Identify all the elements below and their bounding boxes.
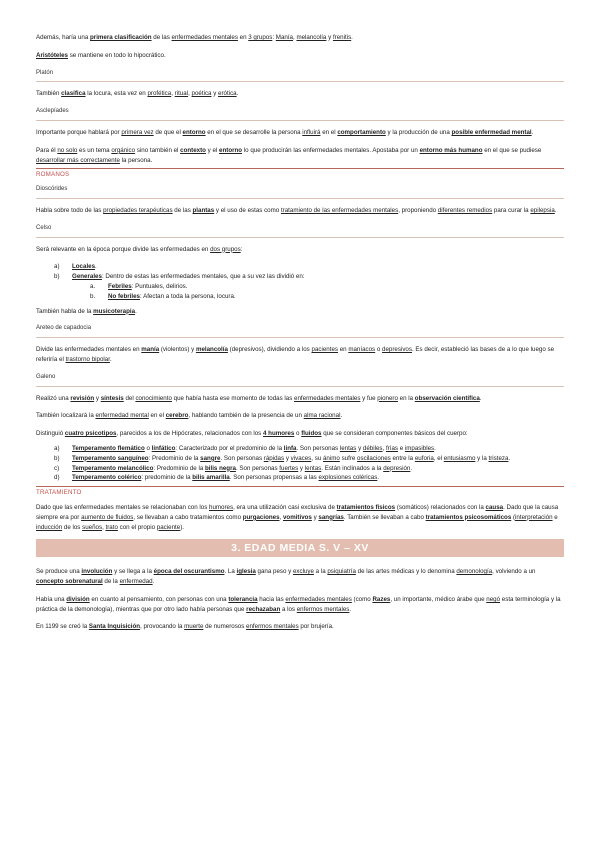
spacer bbox=[36, 99, 564, 107]
emphasis-term: sangrías bbox=[318, 513, 344, 521]
spacer bbox=[36, 138, 564, 146]
underlined-term: desarrollar más correctamente bbox=[36, 156, 120, 164]
underlined-term: enfermedad mental bbox=[95, 412, 149, 420]
section-divider bbox=[36, 168, 564, 169]
spacer bbox=[36, 254, 564, 262]
text-run: : Puntuales, delirios. bbox=[131, 282, 188, 290]
underlined-term: negó bbox=[486, 595, 501, 603]
text-run: en el bbox=[320, 128, 338, 136]
emphasis-term: Temperamento sanguíneo bbox=[72, 454, 149, 462]
text-run: por brujería. bbox=[298, 623, 334, 631]
underlined-term: maníacos bbox=[348, 346, 376, 354]
underlined-term: tratamiento de las enfermedades mentales bbox=[280, 206, 399, 214]
text-run: . Están inclinados a la bbox=[321, 464, 384, 472]
paragraph bbox=[36, 567, 564, 587]
text-run: . bbox=[554, 206, 557, 214]
emphasis-term: bilis negra bbox=[204, 464, 236, 472]
emphasis-term: Razes bbox=[372, 595, 391, 603]
subheading: Asclepíades bbox=[36, 108, 69, 115]
underlined-term: impasibles bbox=[404, 444, 435, 452]
text-run: (como bbox=[351, 595, 373, 603]
text-run: y bbox=[326, 34, 333, 41]
paragraph bbox=[36, 89, 564, 99]
list-marker: a) bbox=[54, 263, 60, 271]
emphasis-term: posible enfermedad mental bbox=[451, 128, 532, 136]
list-item bbox=[36, 282, 564, 292]
emphasis-term: época del oscurantismo bbox=[153, 568, 225, 576]
emphasis-term: 4 humores bbox=[263, 430, 295, 438]
text-run: de numerosos bbox=[203, 623, 247, 631]
text-run: También localizará la bbox=[36, 412, 96, 420]
text-run: , su bbox=[311, 454, 323, 462]
underlined-term: entusiasmo bbox=[443, 454, 476, 462]
underlined-term: enfermos mentales bbox=[296, 605, 350, 613]
emphasis-term: cerebro bbox=[165, 412, 189, 420]
text-run: . bbox=[340, 412, 343, 420]
text-run: de las artes médicas y lo denomina bbox=[355, 568, 457, 576]
underlined-term: débiles bbox=[362, 444, 383, 452]
emphasis-term: linfático bbox=[151, 444, 176, 452]
text-run: Importante porque hablará por bbox=[36, 128, 122, 136]
text-run: a la bbox=[313, 568, 328, 576]
text-run: sino también el bbox=[135, 146, 181, 154]
emphasis-term: linfa bbox=[283, 444, 297, 452]
text-run: y la bbox=[475, 454, 489, 462]
list-marker: d) bbox=[54, 474, 60, 482]
list-item bbox=[36, 272, 564, 282]
text-run: (somáticos) relacionados con la bbox=[395, 503, 486, 511]
list-marker: b. bbox=[90, 292, 96, 300]
emphasis-term: división bbox=[66, 595, 90, 603]
underlined-term: explosiones coléricas bbox=[318, 474, 378, 482]
emphasis-term: Santa Inquisición bbox=[88, 623, 141, 631]
text-run: se mantiene en todo lo hipocrático. bbox=[67, 51, 166, 59]
list-item bbox=[36, 473, 564, 483]
paragraph bbox=[36, 307, 564, 317]
text-run: o bbox=[294, 430, 302, 438]
divider bbox=[36, 337, 564, 338]
text-run: e bbox=[398, 444, 405, 452]
section-heading: ROMANOS bbox=[36, 171, 70, 179]
spacer bbox=[36, 403, 564, 411]
text-run: y la producción de una bbox=[385, 128, 452, 136]
text-run: a los bbox=[280, 605, 297, 613]
emphasis-term: revisión bbox=[70, 394, 95, 402]
text-run: Será relevante en la época porque divide las enfermedades en bbox=[36, 245, 211, 253]
emphasis-term: bilis amarilla bbox=[192, 474, 230, 482]
text-run: y bbox=[284, 454, 291, 462]
subheading: Celso bbox=[36, 224, 52, 231]
emphasis-term: causa bbox=[485, 503, 504, 511]
subheading: Galeno bbox=[36, 373, 56, 380]
underlined-term: ritual bbox=[174, 90, 189, 98]
paragraph bbox=[36, 503, 564, 532]
text-run: . Son personas bbox=[296, 444, 340, 452]
spacer bbox=[36, 365, 564, 373]
underlined-term: fuertes bbox=[279, 464, 299, 472]
text-run: Para él bbox=[36, 146, 58, 154]
subheading: Areteo de capadocia bbox=[36, 325, 92, 332]
text-run: entre la bbox=[390, 454, 415, 462]
text-run: y el bbox=[205, 146, 220, 154]
text-run: con el propio bbox=[117, 523, 157, 531]
underlined-term: ánimo bbox=[322, 454, 340, 462]
underlined-term: melancolía bbox=[296, 34, 327, 41]
emphasis-term: No febriles bbox=[108, 292, 140, 300]
underlined-term: rápidas bbox=[263, 454, 285, 462]
emphasis-term: fluidos bbox=[301, 430, 322, 438]
emphasis-term: plantas bbox=[192, 206, 215, 214]
paragraph bbox=[36, 394, 564, 404]
list-marker: c) bbox=[54, 464, 60, 472]
underlined-term: enfermedades mentales bbox=[171, 34, 238, 41]
underlined-term: trastorno bipolar bbox=[65, 355, 110, 363]
text-run: . bbox=[377, 474, 380, 482]
text-run: la persona. bbox=[119, 156, 153, 164]
text-run: : bbox=[240, 245, 243, 253]
text-run: de las bbox=[151, 34, 172, 41]
underlined-term: erótica bbox=[218, 90, 237, 98]
text-run: . bbox=[109, 355, 112, 363]
document-page bbox=[36, 33, 564, 632]
emphasis-term: iglesia bbox=[236, 568, 256, 576]
text-run: en la bbox=[397, 394, 415, 402]
text-run: Realizó una bbox=[36, 394, 71, 402]
text-run: , bbox=[188, 90, 192, 98]
underlined-term: paciente bbox=[156, 523, 181, 531]
text-run: hacia las bbox=[257, 595, 286, 603]
paragraph bbox=[36, 206, 564, 216]
text-run: de las bbox=[172, 206, 193, 214]
paragraph bbox=[36, 128, 564, 138]
list-marker: a. bbox=[90, 282, 96, 290]
text-run: : Predominio de la bbox=[148, 454, 201, 462]
text-run: , bbox=[293, 34, 297, 41]
text-run: del bbox=[123, 394, 136, 402]
text-run: También bbox=[36, 90, 62, 98]
text-run: Se produce una bbox=[36, 568, 82, 576]
text-run: o bbox=[375, 346, 383, 354]
underlined-term: excluye bbox=[292, 568, 314, 576]
emphasis-term: concepto sobrenatural bbox=[36, 578, 103, 586]
text-run: . Son personas bbox=[235, 464, 280, 472]
text-run: . Son personas propensas a las bbox=[229, 474, 319, 482]
underlined-term: 3 grupos bbox=[248, 34, 273, 41]
emphasis-term: Temperamento colérico bbox=[72, 474, 142, 482]
underlined-term: frías bbox=[385, 444, 398, 452]
underlined-term: enfermos mentales bbox=[246, 623, 299, 631]
emphasis-term: manía bbox=[141, 346, 160, 354]
subheading: Dioscórides bbox=[36, 186, 68, 193]
underlined-term: oscilaciones bbox=[357, 454, 391, 462]
list-marker: b) bbox=[54, 273, 60, 281]
text-run: . bbox=[508, 454, 511, 462]
emphasis-term: observación científica bbox=[414, 394, 480, 402]
text-run: . bbox=[135, 307, 137, 315]
paragraph bbox=[36, 33, 564, 43]
section-divider bbox=[36, 486, 564, 487]
text-run: y bbox=[211, 90, 219, 98]
underlined-term: vivaces bbox=[290, 454, 312, 462]
emphasis-term: Locales bbox=[72, 263, 96, 271]
text-run: : bbox=[272, 34, 276, 41]
emphasis-term: Temperamento melancólico bbox=[72, 464, 154, 472]
text-run: y bbox=[94, 394, 101, 402]
text-run: de que el bbox=[153, 128, 183, 136]
text-run: , era una utilización casi exclusiva de bbox=[233, 503, 337, 511]
text-run: lo que producirán las enfermedades mentales. Apostaba por un bbox=[242, 146, 420, 154]
text-run: o bbox=[144, 444, 152, 452]
text-run: y fue bbox=[360, 394, 378, 402]
spacer bbox=[36, 216, 564, 224]
emphasis-term: tolerancia bbox=[228, 595, 258, 603]
emphasis-term: entorno más humano bbox=[419, 146, 483, 154]
text-run: la locura, esta vez en bbox=[85, 90, 148, 98]
emphasis-term: entorno bbox=[182, 128, 206, 136]
text-run: , provocando la bbox=[140, 623, 185, 631]
underlined-term: tristeza bbox=[488, 454, 509, 462]
text-run: . bbox=[479, 394, 482, 402]
spacer bbox=[36, 614, 564, 622]
underlined-term: psiquiatría bbox=[327, 568, 356, 576]
text-run: ( bbox=[511, 513, 516, 521]
text-run: . bbox=[95, 263, 97, 271]
underlined-term: orgánico bbox=[111, 146, 136, 154]
emphasis-term: tratamientos físicos bbox=[336, 503, 396, 511]
underlined-term: trato bbox=[105, 523, 118, 531]
underlined-term: depresión bbox=[383, 464, 411, 472]
text-run: . Dado que la causa siempre era por bbox=[36, 503, 559, 521]
emphasis-term: tratamientos psicosomáticos bbox=[425, 513, 512, 521]
emphasis-term: Temperamento flemático bbox=[72, 444, 145, 452]
paragraph bbox=[36, 146, 564, 166]
text-run: esta terminología y la práctica de la demonología), mientras que por otro lado había personas que bbox=[36, 595, 561, 613]
underlined-term: dos grupos bbox=[210, 245, 241, 253]
paragraph bbox=[36, 595, 564, 615]
text-run: en el bbox=[148, 412, 166, 420]
paragraph bbox=[36, 245, 564, 255]
emphasis-term: Generales bbox=[72, 273, 102, 281]
text-run: en cuanto al pensamiento, con personas con una bbox=[89, 595, 229, 603]
underlined-term: inducción bbox=[36, 523, 63, 531]
text-run: y bbox=[298, 464, 305, 472]
subheading: Platón bbox=[36, 69, 54, 76]
underlined-term: alma racional bbox=[303, 412, 341, 420]
divider bbox=[36, 120, 564, 121]
emphasis-term: sangre bbox=[200, 454, 221, 462]
text-run: . También se llevaban a cabo bbox=[343, 513, 426, 521]
underlined-term: interpretación bbox=[515, 513, 553, 521]
text-run: y bbox=[311, 513, 319, 521]
underlined-term: profética bbox=[147, 90, 172, 98]
underlined-term: primera vez bbox=[121, 128, 154, 136]
text-run: , el bbox=[433, 454, 444, 462]
text-run: Dado que las enfermedades mentales se relacionaban con los bbox=[36, 503, 210, 511]
list-item bbox=[36, 444, 564, 454]
emphasis-term: síntesis bbox=[100, 394, 124, 402]
underlined-term: aumento de fluidos bbox=[81, 513, 134, 521]
underlined-term: sueños bbox=[82, 523, 103, 531]
text-run: . bbox=[351, 34, 353, 41]
underlined-term: poética bbox=[191, 90, 212, 98]
text-run: gana peso y bbox=[255, 568, 293, 576]
text-run: de la bbox=[102, 578, 120, 586]
spacer bbox=[36, 587, 564, 595]
paragraph bbox=[36, 345, 564, 365]
underlined-term: influirá bbox=[302, 128, 321, 136]
underlined-term: diferentes remedios bbox=[437, 206, 493, 214]
emphasis-term: purgaciones bbox=[242, 513, 280, 521]
list-marker: a) bbox=[54, 444, 60, 452]
text-run: es un tema bbox=[77, 146, 112, 154]
text-run: . La bbox=[224, 568, 237, 576]
text-run: . Es decir, estableció las bases de a lo que luego se referiría el bbox=[36, 346, 555, 363]
list-item bbox=[36, 292, 564, 302]
text-run: y se llega a la bbox=[112, 568, 154, 576]
text-run: ). bbox=[180, 523, 184, 531]
divider bbox=[36, 81, 564, 82]
underlined-term: propiedades terapéuticas bbox=[103, 206, 173, 214]
underlined-term: pionero bbox=[377, 394, 398, 402]
emphasis-term: clasifica bbox=[61, 90, 86, 98]
text-run: . bbox=[434, 444, 436, 452]
emphasis-term: cuatro psicotipos bbox=[64, 430, 117, 438]
underlined-term: conocimiento bbox=[135, 394, 172, 402]
text-run: : Caracterizado por el predominio de la bbox=[175, 444, 284, 452]
text-run: . bbox=[349, 605, 352, 613]
emphasis-term: primera clasificación bbox=[90, 34, 152, 41]
text-run: . Son personas bbox=[220, 454, 264, 462]
underlined-term: enfermedad bbox=[119, 578, 153, 586]
text-run: : predominio de la bbox=[141, 474, 193, 482]
text-run: Distinguió bbox=[36, 430, 65, 438]
text-run: Divide las enfermedades mentales en bbox=[36, 346, 142, 354]
text-run: y bbox=[356, 444, 363, 452]
text-run: También habla de la bbox=[36, 307, 94, 315]
divider bbox=[36, 237, 564, 238]
paragraph bbox=[36, 429, 564, 439]
text-run: : Afectan a toda la persona, locura. bbox=[139, 292, 236, 300]
text-run: que se consideran componentes básicos del cuerpo: bbox=[321, 430, 468, 438]
underlined-term: lentas bbox=[339, 444, 357, 452]
spacer bbox=[36, 61, 564, 69]
text-run: Había una bbox=[36, 595, 67, 603]
underlined-term: muerte bbox=[184, 623, 204, 631]
text-run: : Dentro de estas las enfermedades mentales, que a su vez las dividió en: bbox=[101, 273, 305, 281]
emphasis-term: rechazaban bbox=[246, 605, 281, 613]
divider bbox=[36, 386, 564, 387]
text-run: sufre bbox=[339, 454, 358, 462]
text-run: , volviendo a un bbox=[492, 568, 536, 576]
underlined-term: lentas bbox=[304, 464, 322, 472]
list-item bbox=[36, 262, 564, 272]
text-run: , bbox=[279, 513, 283, 521]
underlined-term: no solo bbox=[57, 146, 78, 154]
text-run: En 1199 se creó la bbox=[36, 623, 89, 631]
emphasis-term: entorno bbox=[219, 146, 243, 154]
emphasis-term: musicoterapia bbox=[93, 307, 136, 315]
text-run: . bbox=[531, 128, 534, 136]
text-run: de los bbox=[62, 523, 83, 531]
spacer bbox=[36, 421, 564, 429]
paragraph bbox=[36, 51, 564, 61]
text-run: en bbox=[338, 346, 349, 354]
underlined-term: pacientes bbox=[311, 346, 338, 354]
text-run: y el uso de estas como bbox=[214, 206, 281, 214]
text-run: : Predominio de la bbox=[153, 464, 205, 472]
text-run: , un importante, médico árabe que bbox=[390, 595, 487, 603]
text-run: , proponiendo bbox=[398, 206, 438, 214]
emphasis-term: comportamiento bbox=[337, 128, 386, 136]
emphasis-term: melancolía bbox=[195, 346, 228, 354]
text-run: , parecidos a los de Hipócrates, relacionados con los bbox=[116, 430, 263, 438]
list-item bbox=[36, 464, 564, 474]
text-run: , bbox=[171, 90, 175, 98]
paragraph bbox=[36, 411, 564, 421]
text-run: para curar la bbox=[492, 206, 531, 214]
section-heading: TRATAMIENTO bbox=[36, 489, 82, 497]
spacer bbox=[36, 316, 564, 324]
underlined-term: frenitis bbox=[332, 34, 352, 41]
text-run: , bbox=[102, 523, 106, 531]
text-run: Además, haría una bbox=[36, 34, 91, 41]
underlined-term: demonología bbox=[456, 568, 493, 576]
emphasis-term: Aristóteles bbox=[36, 51, 68, 59]
text-run: e bbox=[552, 513, 558, 521]
text-run: . bbox=[236, 90, 239, 98]
text-run: en el que se desarrolle la persona bbox=[205, 128, 303, 136]
divider bbox=[36, 198, 564, 199]
underlined-term: epilepsia bbox=[530, 206, 555, 214]
underlined-term: euforia bbox=[414, 454, 434, 462]
text-run: , bbox=[382, 444, 386, 452]
emphasis-term: involución bbox=[81, 568, 113, 576]
emphasis-term: vomitivos bbox=[282, 513, 312, 521]
list-item bbox=[36, 454, 564, 464]
text-run: que había hasta ese momento de todas las bbox=[171, 394, 295, 402]
text-run: . bbox=[152, 578, 155, 586]
underlined-term: enfermedades mentales bbox=[294, 394, 361, 402]
underlined-term: humores bbox=[209, 503, 234, 511]
list-marker: b) bbox=[54, 454, 60, 462]
text-run: , hablando también de la presencia de un bbox=[188, 412, 304, 420]
text-run: . bbox=[410, 464, 413, 472]
text-run: , se llevaban a cabo tratamientos como bbox=[133, 513, 243, 521]
text-run: Habla sobre todo de las bbox=[36, 206, 104, 214]
text-run: en bbox=[237, 34, 249, 41]
paragraph bbox=[36, 622, 564, 632]
underlined-term: Manía bbox=[275, 34, 293, 41]
underlined-term: enfermedades mentales bbox=[285, 595, 352, 603]
spacer bbox=[36, 43, 564, 51]
text-run: (depresivos), dividiendo a los bbox=[227, 346, 312, 354]
underlined-term: depresivos bbox=[382, 346, 412, 354]
emphasis-term: Febriles bbox=[108, 282, 132, 290]
text-run: (violentos) y bbox=[159, 346, 196, 354]
text-run: en el que se pudiese bbox=[482, 146, 542, 154]
chapter-banner: 3. EDAD MEDIA S. V – XV bbox=[36, 539, 564, 557]
emphasis-term: contexto bbox=[180, 146, 206, 154]
